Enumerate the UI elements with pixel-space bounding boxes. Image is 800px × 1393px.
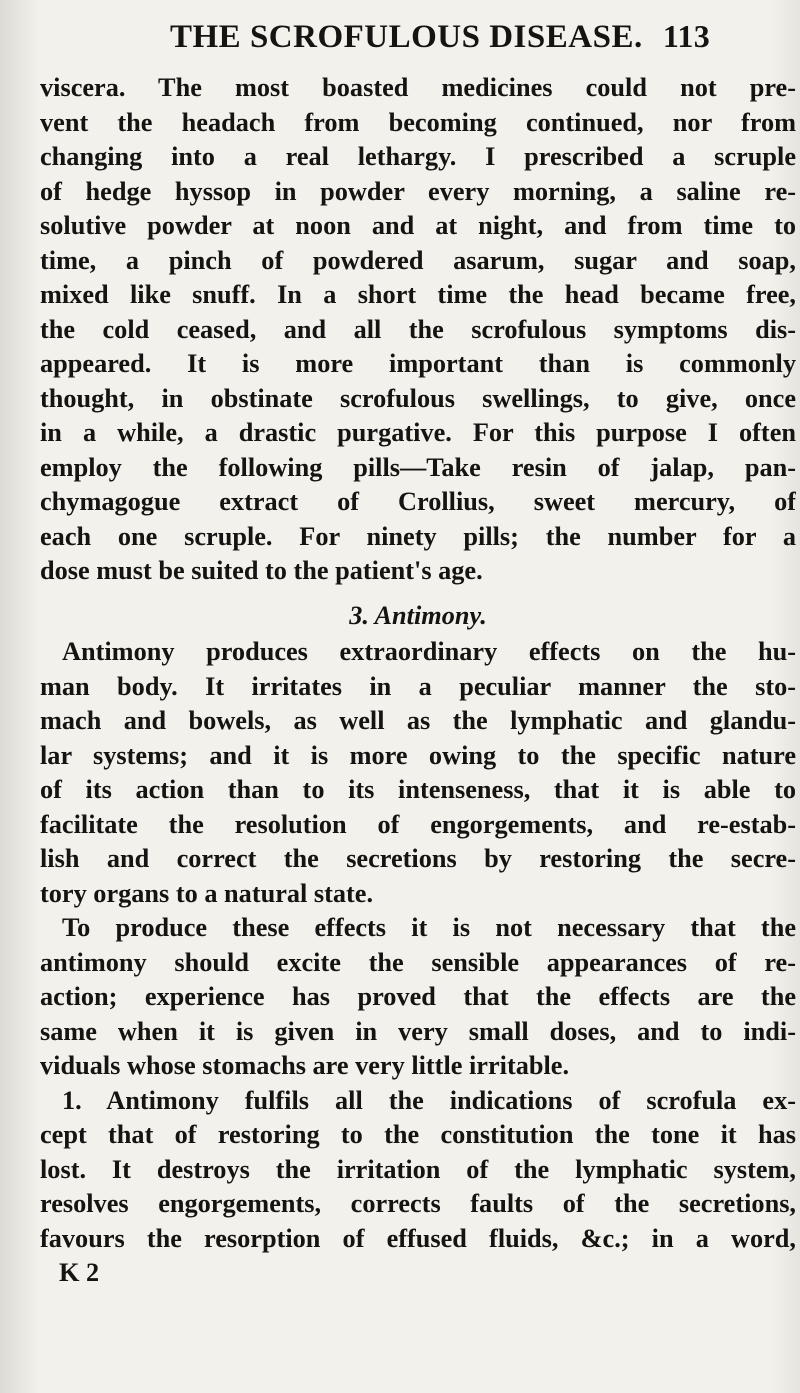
text-line: time, a pinch of powdered asarum, sugar and soap, bbox=[40, 245, 796, 275]
text-line: Antimony produces extraordinary effects on the hu- bbox=[62, 637, 796, 666]
text-line: facilitate the resolution of engorgements, and re-estab- bbox=[40, 809, 796, 839]
text-line: mixed like snuff. In a short time the head became free, bbox=[40, 280, 796, 309]
signature-mark: K 2 bbox=[59, 1258, 100, 1287]
text-line: lost. It destroys the irritation of the lymphatic system, bbox=[40, 1154, 796, 1184]
text-line: the cold ceased, and all the scrofulous symptoms dis- bbox=[40, 314, 796, 344]
text-line: resolves engorgements, corrects faults of the secretions, bbox=[40, 1189, 796, 1218]
text-line: chymagogue extract of Crollius, sweet mercury, of bbox=[40, 487, 796, 516]
text-line: thought, in obstinate scrofulous swellings, to give, once bbox=[40, 383, 796, 413]
text-line: same when it is given in very small doses, and to indi- bbox=[40, 1016, 796, 1046]
text-line: each one scruple. For ninety pills; the number for a bbox=[40, 521, 796, 551]
text-line: of its action than to its intenseness, that it is able to bbox=[40, 775, 796, 804]
text-line: tory organs to a natural state. bbox=[40, 878, 374, 908]
text-line: cept that of restoring to the constitution the tone it has bbox=[40, 1120, 796, 1149]
text-line: viduals whose stomachs are very little irritable. bbox=[40, 1051, 570, 1080]
text-line: antimony should excite the sensible appearances of re- bbox=[40, 947, 796, 977]
body-text bbox=[40, 71, 796, 1291]
text-line: changing into a real lethargy. I prescribed a scruple bbox=[40, 142, 796, 171]
text-line: dose must be suited to the patient's age. bbox=[40, 556, 483, 585]
running-title: THE SCROFULOUS DISEASE. bbox=[170, 19, 643, 55]
text-line: lish and correct the secretions by restoring the secre- bbox=[40, 844, 796, 873]
text-line: solutive powder at noon and at night, and from time to bbox=[40, 211, 796, 240]
text-line: lar systems; and it is more owing to the specific nature bbox=[40, 740, 796, 770]
running-head bbox=[170, 18, 710, 58]
text-line: vent the headach from becoming continued, nor from bbox=[40, 107, 796, 137]
text-line: appeared. It is more important than is commonly bbox=[40, 349, 796, 378]
text-line: favours the resorption of effused fluids, &c.; in a word, bbox=[40, 1223, 796, 1253]
text-line: mach and bowels, as well as the lymphatic and glandu- bbox=[40, 706, 796, 735]
section-heading: 3. Antimony. bbox=[349, 600, 487, 630]
text-line: 1. Antimony fulfils all the indications of scrofula ex- bbox=[62, 1085, 796, 1115]
text-line: man body. It irritates in a peculiar manner the sto- bbox=[40, 671, 796, 701]
text-line: To produce these effects it is not necessary that the bbox=[62, 913, 796, 942]
page-number: 113 bbox=[662, 18, 710, 54]
text-line: viscera. The most boasted medicines could not pre- bbox=[40, 73, 796, 102]
text-line: action; experience has proved that the effects are the bbox=[40, 982, 796, 1011]
text-line: in a while, a drastic purgative. For this purpose I often bbox=[40, 418, 796, 447]
text-line: of hedge hyssop in powder every morning, a saline re- bbox=[40, 176, 796, 206]
text-line: employ the following pills—Take resin of jalap, pan- bbox=[40, 452, 796, 482]
